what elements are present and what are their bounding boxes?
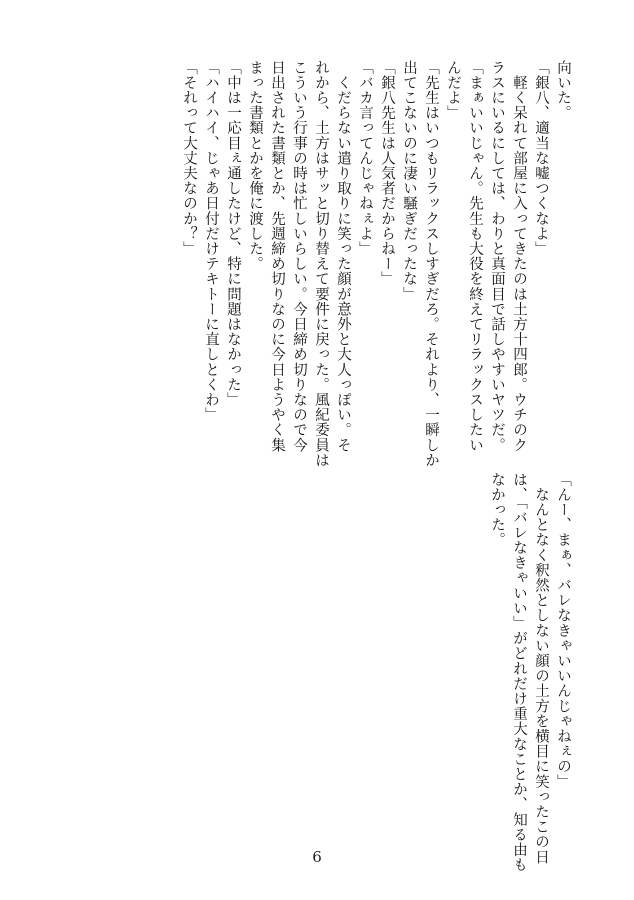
text-line: 「バカ言ってんじゃねぇよ」 [357,60,373,257]
text-line: 日出された書類とか、先週締め切りなのに今日ようやく集 [269,60,285,453]
text-line: まった書類とかを俺に渡した。 [247,60,263,272]
text-line: 「銀八先生は人気者だからねー」 [379,60,395,287]
text-line: 「先生はいつもリラックスしすぎだろ。それより、一瞬しか [423,60,439,468]
text-block-upper [54,60,574,468]
page-number: 6 [312,848,322,866]
text-line: 「銀八、適当な嘘つくなよ」 [533,60,549,257]
text-line: 軽く呆れて部屋に入ってきたのは土方十四郎。ウチのク [511,60,527,453]
text-line: は、「バレなきゃいい」がどれだけ重大なことか、知る由も [511,472,527,873]
text-block-lower [444,472,574,873]
text-line: こういう行事の時は忙しいらしい。今日締め切りなので今 [291,60,307,453]
text-line: 「中は一応目ぇ通したけど、特に問題はなかった」 [225,60,241,408]
text-line: 向いた。 [555,60,571,121]
text-line: 「まぁいいじゃん。先生も大役を終えてリラックスしたい [467,60,483,453]
text-line: ラスにいるにしては、わりと真面目で話しやすいヤツだ。 [489,60,505,453]
text-line: んだよ」 [445,60,461,121]
text-line: なんとなく釈然としない顔の土方を横目に笑ったこの日 [533,472,549,865]
text-line: 出てこないのに凄い騒ぎだったな」 [401,60,417,302]
text-line: くだらない遣り取りに笑った顔が意外と大人っぽい。そ [335,60,351,453]
text-line: 「んー、まぁ、バレなきゃいいんじゃねぇの」 [555,472,571,790]
text-line: 「ハイハイ、じゃあ日付だけテキトーに直しとくわ」 [203,60,219,423]
text-line: 「それって大丈夫なのか？」 [181,60,197,257]
text-line: なかった。 [489,472,505,548]
text-line: れから、土方はサッと切り替えて要件に戻った。風紀委員は [313,60,329,468]
